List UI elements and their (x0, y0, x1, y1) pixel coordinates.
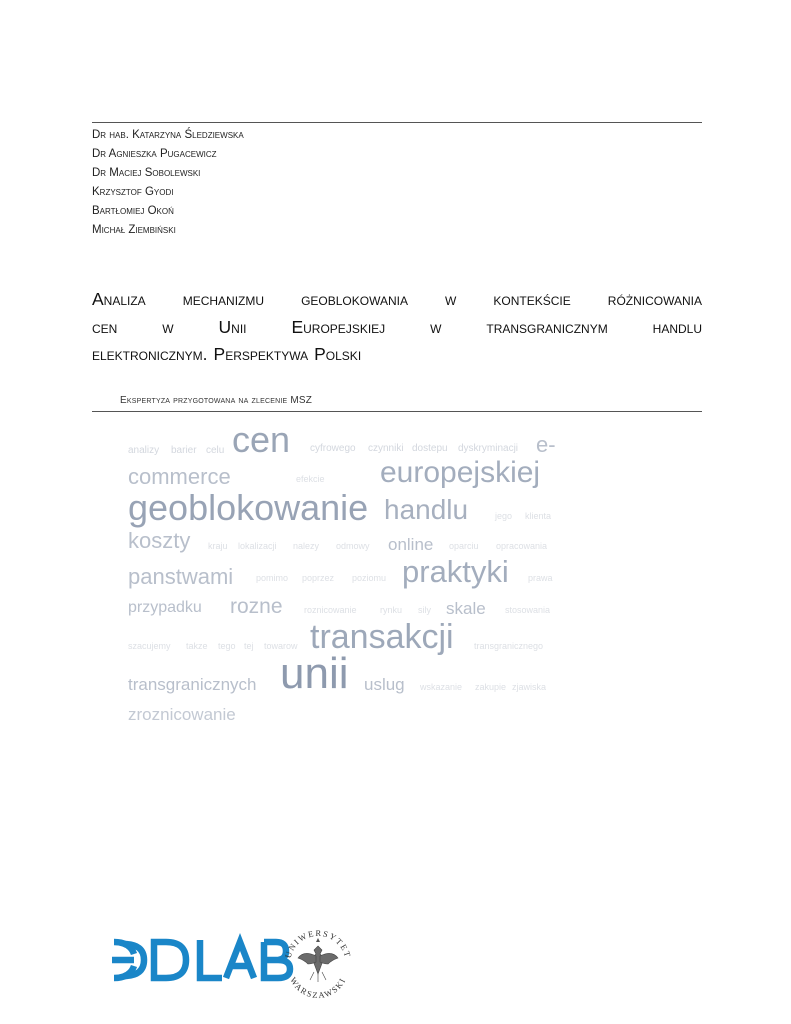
cloud-word: lokalizacji (238, 541, 277, 551)
cloud-word: roznicowanie (304, 605, 357, 615)
title-word: w (162, 316, 174, 337)
cloud-word: zjawiska (512, 682, 547, 692)
author-name: Dr Agnieszka Pugacewicz (92, 148, 217, 160)
cloud-word: praktyki (402, 554, 509, 589)
cloud-word: stosowania (505, 605, 551, 615)
author-name: Bartłomiej Okoń (92, 205, 174, 217)
cloud-word: poprzez (302, 573, 335, 583)
title-word: kontekście (493, 289, 571, 309)
svg-text:WARSZAWSKI: WARSZAWSKI (288, 975, 348, 1001)
cloud-word: sily (418, 605, 431, 615)
subtitle: Ekspertyza przygotowana na zlecenie MSZ (120, 395, 313, 406)
university-seal-icon (278, 912, 358, 1012)
cloud-word: skale (446, 599, 486, 618)
cloud-word: transgranicznego (474, 641, 544, 651)
cloud-word: pomimo (256, 573, 289, 583)
cloud-word: e- (536, 432, 556, 457)
cloud-word: geoblokowanie (128, 487, 369, 528)
cloud-word: cen (232, 419, 291, 460)
cloud-word: szacujemy (128, 641, 171, 651)
cloud-word: uslug (364, 675, 405, 694)
cloud-word: przypadku (128, 599, 202, 616)
author-name: Dr Maciej Sobolewski (92, 167, 201, 179)
title-word: handlu (652, 316, 702, 337)
cloud-word: dostepu (412, 443, 448, 454)
cloud-word: analizy (128, 445, 160, 456)
cloud-word: rynku (380, 605, 403, 615)
subtitle-rule (92, 411, 702, 412)
title-word: w (445, 289, 457, 309)
title-line (92, 286, 702, 314)
svg-text:UNIWERSYTET: UNIWERSYTET (282, 927, 354, 960)
cloud-word: zakupie (475, 682, 507, 692)
top-rule (92, 122, 702, 123)
title-word: Europejskiej (291, 316, 386, 337)
cloud-word: takze (186, 641, 208, 651)
title-word: elektronicznym. (92, 344, 208, 364)
cloud-word: towarow (264, 641, 298, 651)
cloud-word: panstwami (128, 564, 234, 589)
title-word: Perspektywa (213, 344, 309, 364)
cloud-word: europejskiej (380, 456, 541, 489)
cloud-word: nalezy (293, 541, 320, 551)
title-word: cen (92, 316, 118, 337)
author-name: Michał Ziembiński (92, 224, 176, 236)
title-word: w (430, 316, 442, 337)
cloud-word: poziomu (352, 573, 387, 583)
author-name: Krzysztof Gyodi (92, 186, 174, 198)
author-list (92, 126, 244, 240)
cloud-word: oparciu (449, 541, 479, 551)
cloud-word: unii (280, 649, 349, 698)
title-word: Unii (218, 316, 247, 337)
cloud-word: czynniki (368, 443, 404, 454)
title-line (92, 314, 702, 342)
cloud-word: kraju (208, 541, 228, 551)
cloud-word: klienta (525, 511, 552, 521)
cloud-word: efekcie (296, 474, 325, 484)
cloud-word: transakcji (310, 618, 454, 656)
cloud-word: cyfrowego (310, 443, 356, 454)
cloud-word: dyskryminacji (458, 443, 519, 454)
title-word: różnicowania (607, 289, 702, 309)
cloud-word: wskazanie (420, 682, 463, 692)
cloud-word: odmowy (336, 541, 370, 551)
cloud-word: handlu (384, 494, 469, 525)
cloud-word: koszty (128, 528, 191, 553)
word-cloud (128, 420, 568, 730)
cloud-word: rozne (230, 595, 283, 618)
cloud-word: zroznicowanie (128, 705, 236, 724)
cloud-word: jego (495, 511, 513, 521)
author-name: Dr hab. Katarzyna Śledziewska (92, 129, 244, 141)
title-word: mechanizmu (182, 289, 265, 309)
title-word: geoblokowania (301, 289, 408, 309)
cloud-word: barier (171, 445, 197, 456)
cloud-word: tej (244, 641, 254, 651)
cloud-word: celu (206, 445, 225, 456)
cloud-word: opracowania (496, 541, 548, 551)
title-word: transgranicznym (486, 316, 608, 337)
cloud-word: tego (218, 641, 236, 651)
document-title (92, 286, 702, 369)
cloud-word: transgranicznych (128, 675, 257, 694)
cloud-word: commerce (128, 464, 231, 489)
title-word: Analiza (92, 289, 146, 309)
cloud-word: prawa (528, 573, 553, 583)
cloud-word: online (388, 535, 434, 554)
logo-area (110, 912, 370, 1012)
title-line (92, 341, 702, 369)
title-word: Polski (314, 344, 362, 364)
